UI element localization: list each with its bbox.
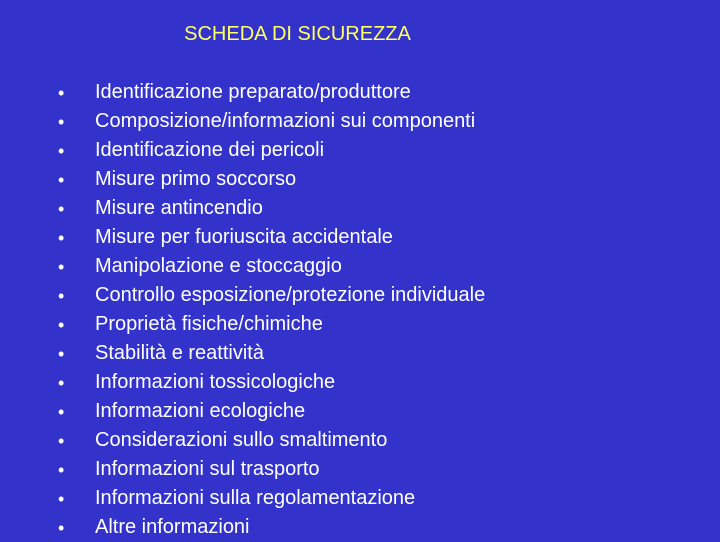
bullet-icon: •	[58, 459, 65, 480]
list-item-label: Informazioni sul trasporto	[95, 458, 320, 480]
bullet-icon: •	[58, 82, 65, 103]
bullet-icon: •	[58, 372, 65, 393]
list-item	[58, 165, 485, 194]
list-item-label: Proprietà fisiche/chimiche	[95, 313, 323, 335]
bullet-icon: •	[58, 343, 65, 364]
list-item	[58, 397, 485, 426]
slide-title: SCHEDA DI SICUREZZA	[184, 23, 411, 45]
bullet-icon: •	[58, 401, 65, 422]
bullet-icon: •	[58, 488, 65, 509]
list-item	[58, 426, 485, 455]
list-item-label: Misure primo soccorso	[95, 168, 297, 190]
list-item	[58, 368, 485, 397]
list-item	[58, 107, 485, 136]
bullet-icon: •	[58, 314, 65, 335]
bullet-icon: •	[58, 198, 65, 219]
list-item-label: Altre informazioni	[95, 516, 250, 538]
list-item-label: Informazioni sulla regolamentazione	[95, 487, 416, 509]
list-item	[58, 194, 485, 223]
list-item	[58, 484, 485, 513]
list-item-label: Stabilità e reattività	[95, 342, 264, 364]
list-item	[58, 455, 485, 484]
bullet-icon: •	[58, 517, 65, 538]
list-item-label: Misure antincendio	[95, 197, 263, 219]
list-item-label: Manipolazione e stoccaggio	[95, 255, 342, 277]
bullet-icon: •	[58, 227, 65, 248]
list-item	[58, 513, 485, 542]
list-item	[58, 281, 485, 310]
bullet-icon: •	[58, 169, 65, 190]
list-item-label: Controllo esposizione/protezione individuale	[95, 284, 486, 306]
list-item-label: Composizione/informazioni sui componenti	[95, 110, 476, 132]
list-item	[58, 252, 485, 281]
bullet-icon: •	[58, 430, 65, 451]
bullet-icon: •	[58, 285, 65, 306]
list-item	[58, 78, 485, 107]
list-item-label: Considerazioni sullo smaltimento	[95, 429, 388, 451]
list-item	[58, 136, 485, 165]
list-item	[58, 223, 485, 252]
list-item-label: Misure per fuoriuscita accidentale	[95, 226, 393, 248]
bullet-icon: •	[58, 140, 65, 161]
list-item-label: Informazioni tossicologiche	[95, 371, 336, 393]
bullet-icon: •	[58, 256, 65, 277]
list-item	[58, 310, 485, 339]
bullet-list	[58, 78, 485, 542]
list-item	[58, 339, 485, 368]
list-item-label: Identificazione dei pericoli	[95, 139, 325, 161]
bullet-icon: •	[58, 111, 65, 132]
list-item-label: Informazioni ecologiche	[95, 400, 306, 422]
list-item-label: Identificazione preparato/produttore	[95, 81, 411, 103]
